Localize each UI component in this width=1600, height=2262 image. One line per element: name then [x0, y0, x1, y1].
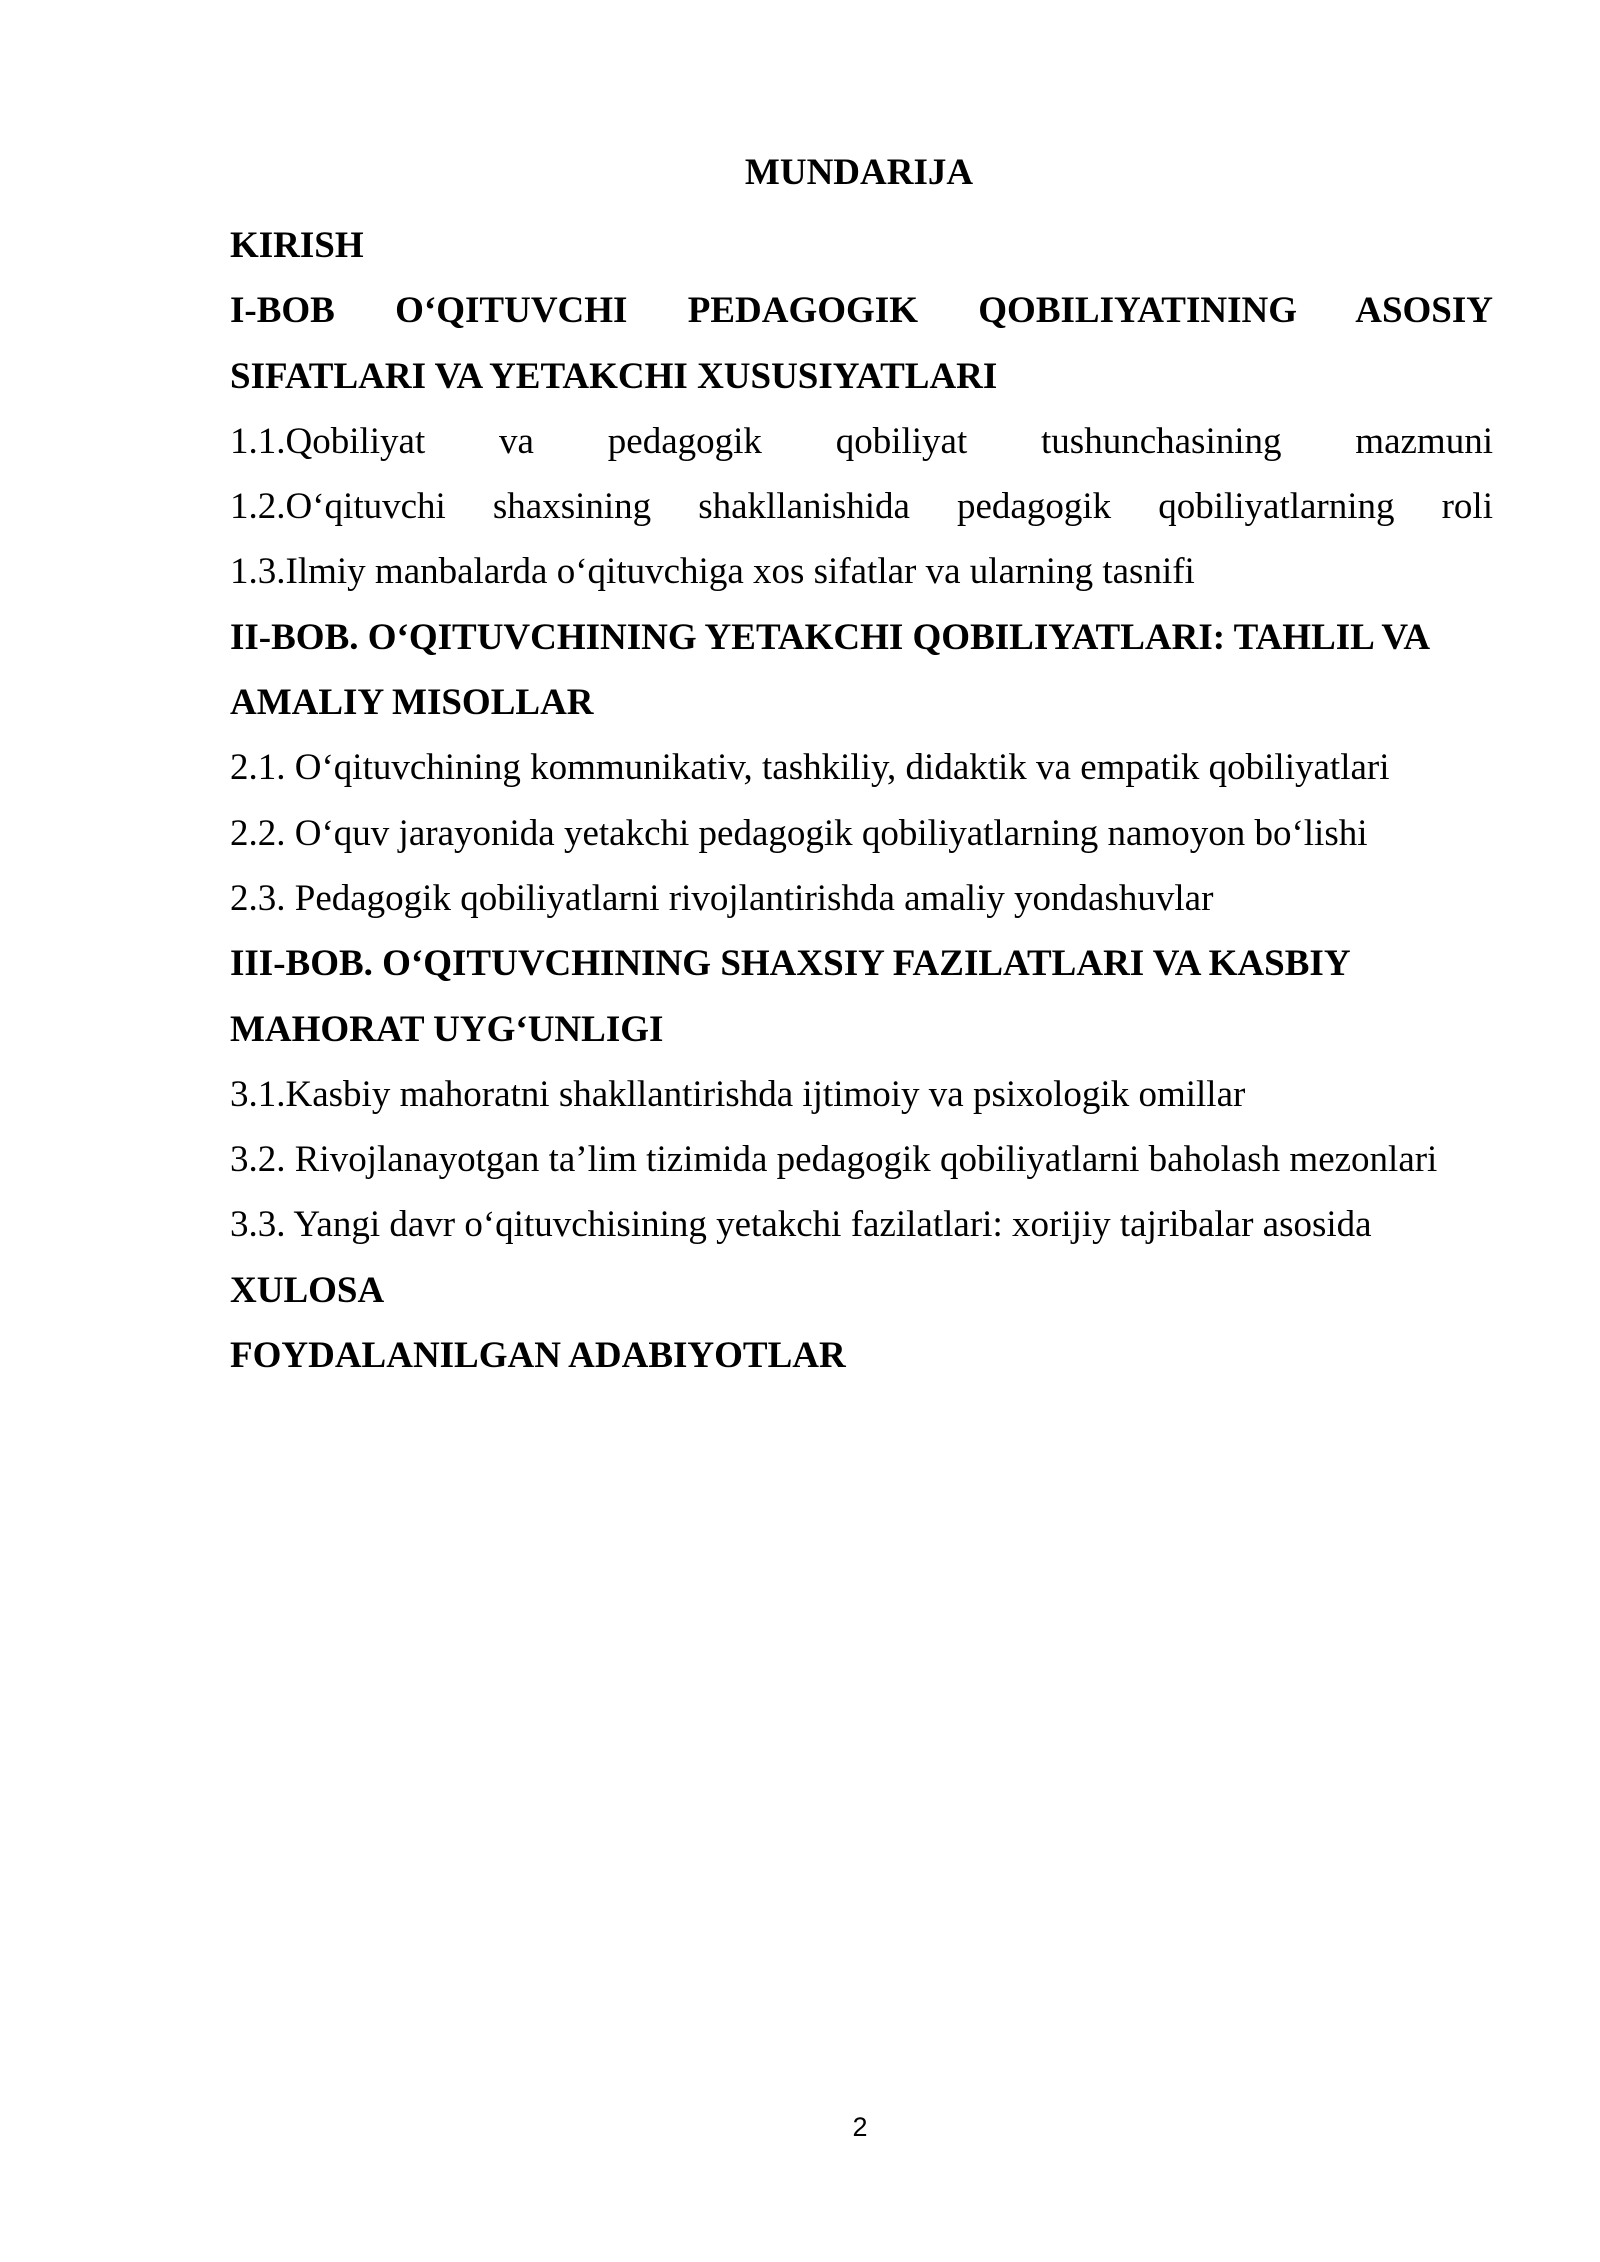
toc-entry-conclusion: XULOSA: [230, 1269, 385, 1311]
toc-chapter-1-heading: I-BOB O‘QITUVCHI PEDAGOGIK QOBILIYATINING ASOSIY: [230, 290, 1493, 332]
toc-section-3-2: 3.2. Rivojlanayotgan ta’lim tizimida pedagogik qobiliyatlarni baholash mezonlari: [230, 1139, 1438, 1181]
toc-section-1-1: 1.1.Qobiliyat va pedagogik qobiliyat tushunchasining mazmuni: [230, 420, 1493, 462]
page-title: MUNDARIJA: [744, 152, 974, 193]
toc-section-3-1: 3.1.Kasbiy mahoratni shakllantirishda ijtimoiy va psixologik omillar: [230, 1073, 1246, 1115]
toc-chapter-2-heading-cont: AMALIY MISOLLAR: [230, 682, 594, 724]
table-of-contents: [230, 213, 1493, 1388]
toc-chapter-3-heading-cont: MAHORAT UYG‘UNLIGI: [230, 1008, 664, 1050]
page-number: 2: [852, 2112, 868, 2142]
toc-section-2-2: 2.2. O‘quv jarayonida yetakchi pedagogik qobiliyatlarning namoyon bo‘lishi: [230, 812, 1368, 854]
toc-section-2-1: 2.1. O‘qituvchining kommunikativ, tashkiliy, didaktik va empatik qobiliyatlari: [230, 747, 1390, 789]
toc-chapter-2-heading: II-BOB. O‘QITUVCHINING YETAKCHI QOBILIYATLARI: TAHLIL VA: [230, 616, 1431, 658]
toc-chapter-3-heading: III-BOB. O‘QITUVCHINING SHAXSIY FAZILATLARI VA KASBIY: [230, 943, 1351, 985]
toc-chapter-1-heading-cont: SIFATLARI VA YETAKCHI XUSUSIYATLARI: [230, 355, 998, 397]
toc-section-3-3: 3.3. Yangi davr o‘qituvchisining yetakchi fazilatlari: xorijiy tajribalar asosida: [230, 1204, 1372, 1246]
toc-entry-references: FOYDALANILGAN ADABIYOTLAR: [230, 1335, 846, 1377]
toc-section-1-3: 1.3.Ilmiy manbalarda o‘qituvchiga xos sifatlar va ularning tasnifi: [230, 551, 1195, 593]
toc-section-2-3: 2.3. Pedagogik qobiliyatlarni rivojlantirishda amaliy yondashuvlar: [230, 877, 1214, 919]
toc-section-1-2: 1.2.O‘qituvchi shaxsining shakllanishida pedagogik qobiliyatlarning roli: [230, 486, 1493, 528]
toc-entry-introduction: KIRISH: [230, 225, 364, 266]
